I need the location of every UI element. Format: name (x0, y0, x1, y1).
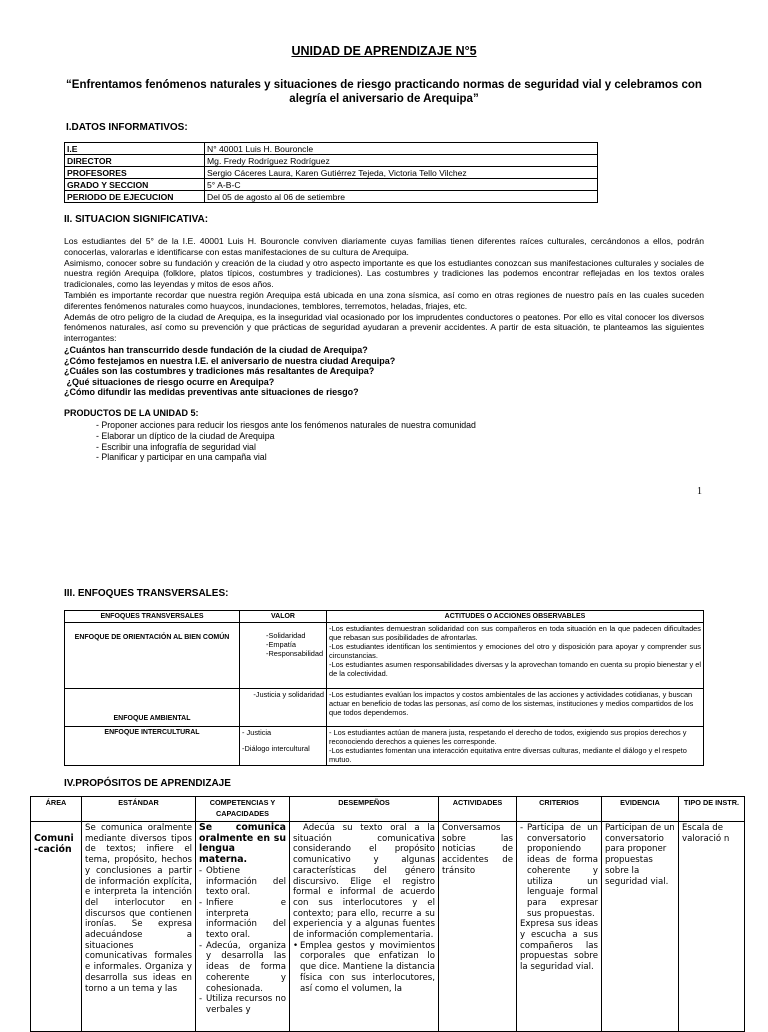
area-cell: Comuni -cación (31, 822, 82, 1032)
propositos-header-actividades: ACTIVIDADES (439, 797, 517, 822)
datos-row (65, 167, 598, 179)
actitud-item: -Los estudiantes demuestran solidaridad con sus compañeros en toda situación en la que padecen dificultades que rebasan sus posibilidades de afrontarlas. (329, 624, 701, 642)
unit-subtitle: “Enfrentamos fenómenos naturales y situaciones de riesgo practicando normas de seguridad vial y celebramos con alegría el aniversario de Arequipa” (66, 79, 702, 105)
capacidad-item: - Obtiene información del texto oral. (199, 866, 286, 898)
datos-row (65, 191, 598, 203)
datos-row (65, 143, 598, 155)
datos-value: Del 05 de agosto al 06 de setiembre (205, 191, 598, 203)
question-item: ¿Cómo festejamos en nuestra I.E. el aniversario de nuestra ciudad Arequipa? (64, 355, 396, 366)
questions-list (64, 345, 704, 398)
valor-item: -Solidaridad (266, 631, 306, 640)
enfoques-table (64, 610, 704, 766)
datos-value: Mg. Fredy Rodríguez Rodríguez (205, 155, 598, 167)
enfoque-valores (240, 727, 327, 766)
productos-list (96, 420, 476, 463)
document-title: UNIDAD DE APRENDIZAJE N°5 (291, 44, 477, 58)
situacion-heading: II. SITUACION SIGNIFICATIVA: (64, 214, 209, 225)
enfoque-row (65, 623, 704, 689)
enfoque-valores (240, 689, 327, 727)
datos-row (65, 179, 598, 191)
propositos-heading: IV.PROPÓSITOS DE APRENDIZAJE (64, 778, 231, 789)
propositos-header-area: ÁREA (31, 797, 82, 822)
datos-label: GRADO Y SECCION (65, 179, 205, 191)
enfoque-actitudes (327, 623, 704, 689)
enfoque-actitudes (327, 727, 704, 766)
enfoques-header-valor: VALOR (240, 611, 327, 623)
datos-value: Sergio Cáceres Laura, Karen Gutiérrez Tejeda, Victoria Tello Vilchez (205, 167, 598, 179)
criterio-item: Expresa sus ideas y escucha a sus compañeros las propuestas sobre la seguridad vial. (520, 919, 598, 973)
enfoques-heading: III. ENFOQUES TRANSVERSALES: (64, 588, 229, 599)
enfoques-header-enfoque: ENFOQUES TRANSVERSALES (65, 611, 240, 623)
datos-row (65, 155, 598, 167)
situacion-paragraph: Los estudiantes del 5° de la I.E. 40001 Luis H. Bouroncle conviven diariamente cuyas familias tienen diferentes raíces culturales, cercándonos a ellos, podrán conocerlas, valorarlas e identificarse con estas manifestaciones de su cultura de Arequipa. (64, 236, 704, 257)
enfoque-name: ENFOQUE INTERCULTURAL (65, 727, 240, 766)
producto-item: - Proponer acciones para reducir los riesgos ante los fenómenos naturales de nuestra comunidad (96, 420, 476, 430)
propositos-header-criterios: CRITERIOS (517, 797, 602, 822)
propositos-header-evidencia: EVIDENCIA (602, 797, 679, 822)
datos-value: 5° A-B-C (205, 179, 598, 191)
enfoque-name: ENFOQUE AMBIENTAL (65, 689, 240, 727)
situacion-paragraph: Asimismo, conocer sobre su fundación y creación de la ciudad y otro aspecto importante es que los estudiantes conozcan sus manifestaciones culturales y sociales de nuestra región Arequipa (folklore, platos típicos, costumbres y tradiciones). Las costumbres y tradiciones las podemos encontrar reflejadas en los textos orales tradicionales, como las leyendas y mitos de esos años. (64, 257, 704, 290)
competencia-title: Se comunica oralmente en su lengua materna. (199, 822, 286, 866)
desempenos-cell (290, 822, 439, 1032)
valor-item: -Empatía (266, 640, 296, 649)
valor-item: -Justicia y solidaridad (253, 690, 324, 699)
actitud-item: -Los estudiantes identifican los sentimientos y emociones del otro y disposición para apoyar y comprender sus circunstancias. (329, 642, 701, 660)
situacion-text (64, 236, 704, 344)
desempeno-item: Adecúa su texto oral a la situación comunicativa considerando el propósito comunicativo y algunas características del género discursivo. Elige el registro formal e informal de acuerdo con sus interlocutores y el contexto; para ello, recurre a su experiencia y a algunas fuentes de información complementaria. (293, 823, 435, 941)
question-item: ¿Qué situaciones de riesgo ocurre en Arequipa? (64, 376, 275, 387)
page-number: 1 (697, 486, 702, 497)
enfoque-name: ENFOQUE DE ORIENTACIÓN AL BIEN COMÚN (65, 623, 240, 689)
enfoque-actitudes (327, 689, 704, 727)
situacion-paragraph: También es importante recordar que nuestra región Arequipa está ubicada en una zona sísmica, así como en otras regiones de nuestro país en las cuales suceden diferentes fenómenos naturales como huaycos, inundaciones, temblores, terremotos, heladas, friajes, etc. (64, 289, 704, 311)
datos-table (64, 142, 598, 203)
capacidad-item: - Adecúa, organiza y desarrolla las ideas de forma coherente y cohesionada. (199, 941, 286, 995)
propositos-header-desempenos: DESEMPEÑOS (290, 797, 439, 822)
datos-label: DIRECTOR (65, 155, 205, 167)
datos-label: I.E (65, 143, 205, 155)
instrumento-cell: Escala de valoració n (679, 822, 745, 1032)
valor-item: -Responsabilidad (266, 649, 324, 658)
propositos-header-estandar: ESTÁNDAR (82, 797, 196, 822)
enfoque-valores (240, 623, 327, 689)
propositos-header-competencias: COMPETENCIAS Y CAPACIDADES (196, 797, 290, 822)
actividades-cell: Conversamos sobre las noticias de accidentes de tránsito (439, 822, 517, 1032)
actitud-item: -Los estudiantes asumen responsabilidades diversas y la aprovechan tomando en cuenta su propio bienestar y el de la colectividad. (329, 660, 701, 678)
enfoque-row (65, 727, 704, 766)
datos-value: N° 40001 Luis H. Bouroncle (205, 143, 598, 155)
datos-heading: I.DATOS INFORMATIVOS: (66, 122, 188, 133)
question-item: ¿Cuáles son las costumbres y tradiciones más resaltantes de Arequipa? (64, 366, 375, 377)
enfoque-row (65, 689, 704, 727)
datos-label: PERIODO DE EJECUCION (65, 191, 205, 203)
capacidad-item: - Infiere e interpreta información del texto oral. (199, 898, 286, 941)
productos-heading: PRODUCTOS DE LA UNIDAD 5: (64, 408, 199, 418)
desempeno-item: • Emplea gestos y movimientos corporales que enfatizan lo que dice. Mantiene la distancia física con sus interlocutores, así como el volumen, la (293, 941, 435, 995)
evidencia-cell: Participan de un conversatorio para proponer propuestas sobre la seguridad vial. (602, 822, 679, 1032)
propositos-table (30, 796, 745, 1032)
actitud-item: -Los estudiantes evalúan los impactos y costos ambientales de las acciones y actividades cotidianas, y buscan actuar en beneficio de todas las personas, así como de los sistemas, instituciones y medios compartidos de los que todos dependemos. (329, 690, 694, 717)
criterios-cell (517, 822, 602, 1032)
situacion-paragraph: Además de otro peligro de la ciudad de Arequipa, es la inseguridad vial ocasionado por los imprudentes conductores o peatones. Por ello es vital conocer los diversos fenómenos naturales, así como su prevención y que prácticas de seguridad ayudaran a prevenir accidentes. A partir de esta situación, te planteamos las siguientes interrogantes: (64, 311, 704, 344)
producto-item: - Escribir una infografía de seguridad vial (96, 441, 256, 452)
criterio-item: - Participa de un conversatorio proponiendo ideas de forma coherente y utiliza un lenguaje formal para expresar sus propuestas. (520, 823, 598, 919)
competencias-cell (196, 822, 290, 1032)
datos-label: PROFESORES (65, 167, 205, 179)
actitud-item: -Los estudiantes fomentan una interacción equitativa entre diversas culturas, mediante el diálogo y el respeto mutuo. (329, 746, 687, 764)
proposito-row (31, 822, 745, 1032)
producto-item: - Planificar y participar en una campaña vial (96, 452, 267, 463)
estandar-cell: Se comunica oralmente mediante diversos tipos de textos; infiere el tema, propósito, hechos y conclusiones a partir de información explícita, e interpreta la intención del interlocutor en discursos que contienen ironías. Se expresa adecuándose a situaciones comunicativas formales e informales. Organiza y desarrolla sus ideas en torno a un tema y las (82, 822, 196, 1032)
capacidad-item: - Utiliza recursos no verbales y (199, 994, 286, 1015)
actitud-item: - Los estudiantes actúan de manera justa, respetando el derecho de todos, exigiendo sus propios derechos y reconociendo derechos a quienes les corresponde. (329, 728, 687, 746)
enfoques-header-actitudes: ACTITUDES O ACCIONES OBSERVABLES (327, 611, 704, 623)
valor-item: -Diálogo intercultural (242, 744, 310, 753)
question-item: ¿Cuántos han transcurrido desde fundación de la ciudad de Arequipa? (64, 345, 368, 355)
propositos-header-instrumento: TIPO DE INSTR. (679, 797, 745, 822)
producto-item: - Elaborar un díptico de la ciudad de Arequipa (96, 430, 275, 441)
question-item: ¿Cómo difundir las medidas preventivas ante situaciones de riesgo? (64, 387, 359, 398)
valor-item: - Justicia (242, 728, 272, 737)
